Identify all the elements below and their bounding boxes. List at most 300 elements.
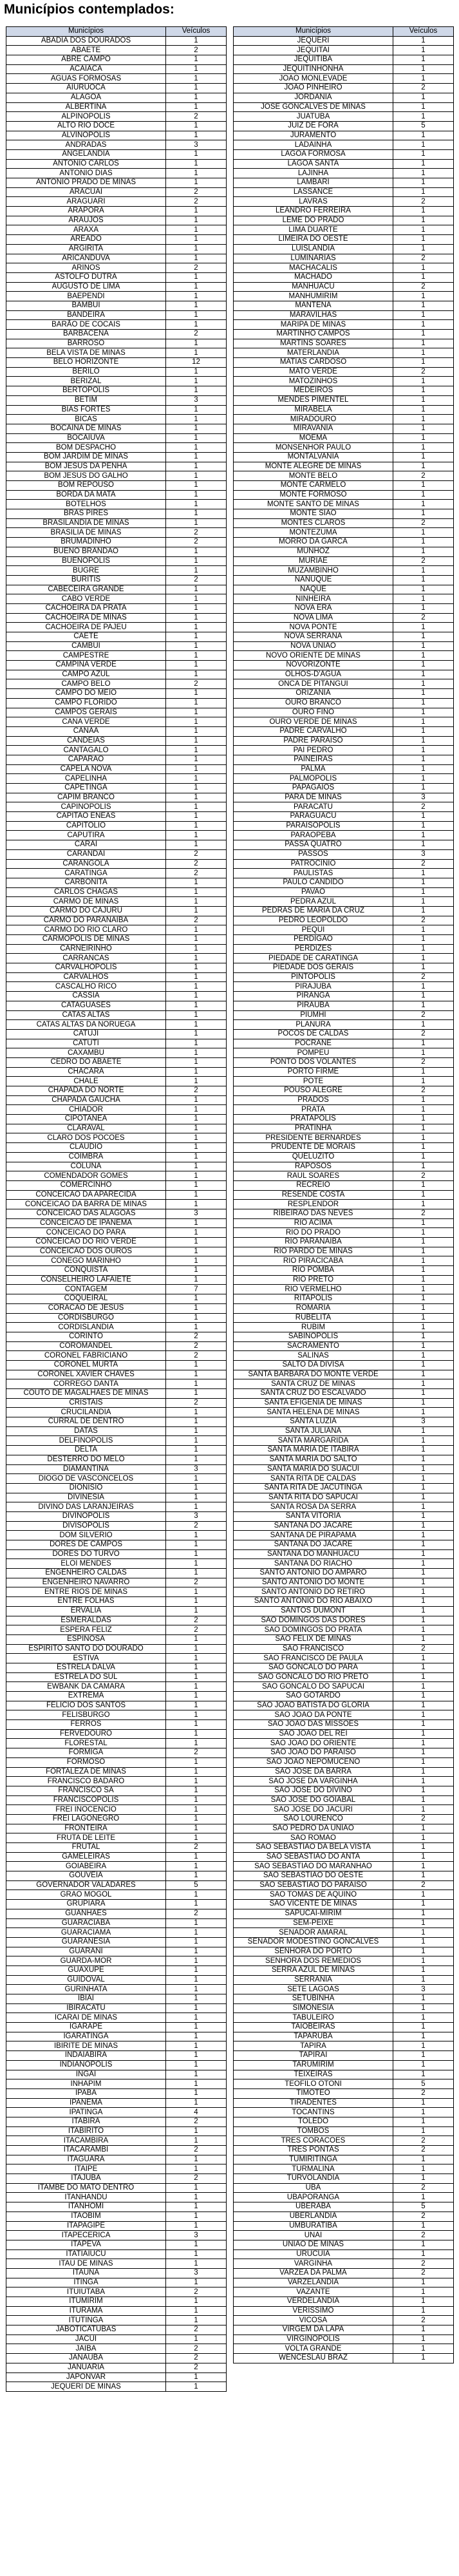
municipio-name: TOMBOS — [234, 2126, 393, 2136]
vehicle-count: 1 — [393, 46, 454, 55]
vehicle-count: 1 — [166, 632, 227, 642]
municipio-name: BETIM — [6, 395, 166, 405]
table-row — [234, 1928, 454, 1938]
table-row — [6, 55, 227, 65]
vehicle-count: 2 — [166, 575, 227, 585]
vehicle-count: 1 — [393, 102, 454, 112]
vehicle-count: 1 — [166, 1057, 227, 1067]
vehicle-count: 1 — [166, 216, 227, 225]
municipio-name: FRANCISCO BADARO — [6, 1777, 166, 1786]
table-row — [234, 1720, 454, 1730]
vehicle-count: 1 — [393, 2287, 454, 2297]
table-row — [234, 641, 454, 651]
vehicle-count: 1 — [393, 1843, 454, 1853]
table-row — [234, 93, 454, 102]
municipio-name: RIBEIRAO DAS NEVES — [234, 1209, 393, 1218]
vehicle-count: 1 — [393, 1285, 454, 1294]
municipio-name: FORTALEZA DE MINAS — [6, 1767, 166, 1777]
municipio-name: BERTOPOLIS — [6, 386, 166, 396]
municipio-name: ENTRE FOLHAS — [6, 1597, 166, 1607]
table-row — [234, 2013, 454, 2023]
vehicle-count: 1 — [166, 840, 227, 850]
municipio-name: DORES DO TURVO — [6, 1549, 166, 1559]
vehicle-count: 1 — [393, 1654, 454, 1663]
vehicle-count: 1 — [393, 812, 454, 822]
municipio-name: RUBIM — [234, 1323, 393, 1332]
table-row — [234, 1294, 454, 1304]
table-row — [234, 509, 454, 519]
vehicle-count: 1 — [166, 1474, 227, 1484]
table-row — [6, 405, 227, 415]
table-row — [6, 2240, 227, 2249]
vehicle-count: 1 — [166, 1549, 227, 1559]
vehicle-count: 1 — [393, 339, 454, 348]
municipio-name: SAPUCAI-MIRIM — [234, 1909, 393, 1918]
table-row — [234, 301, 454, 310]
municipio-name: RIO DO PRADO — [234, 1228, 393, 1238]
table-row — [6, 812, 227, 822]
municipio-name: ANDRADAS — [6, 140, 166, 150]
municipio-name: ARAXA — [6, 225, 166, 235]
table-row — [6, 1531, 227, 1540]
vehicle-count: 2 — [393, 859, 454, 869]
table-row — [6, 1029, 227, 1039]
table-row — [234, 1275, 454, 1285]
municipio-name: BOM JARDIM DE MINAS — [6, 452, 166, 462]
municipio-name: OURO VERDE DE MINAS — [234, 717, 393, 727]
municipio-name: GUIDOVAL — [6, 1975, 166, 1985]
municipio-name: MIRADOURO — [234, 415, 393, 424]
municipio-name: MIRABELA — [234, 405, 393, 415]
table-row — [234, 954, 454, 963]
vehicle-count: 1 — [393, 1795, 454, 1805]
vehicle-count: 1 — [166, 708, 227, 717]
municipio-name: CURRAL DE DENTRO — [6, 1417, 166, 1427]
municipio-name: BOTELHOS — [6, 500, 166, 509]
municipio-name: SAO JOSE DO JACURI — [234, 1805, 393, 1815]
table-row — [6, 500, 227, 509]
municipio-name: CAMPO BELO — [6, 679, 166, 689]
table-row — [6, 2354, 227, 2363]
vehicle-count: 1 — [393, 2098, 454, 2108]
municipio-name: ENGENHEIRO NAVARRO — [6, 1578, 166, 1587]
table-row — [234, 925, 454, 935]
municipio-name: BAMBUI — [6, 301, 166, 310]
municipio-name: SANTO ANTONIO DO AMPARO — [234, 1569, 393, 1578]
table-row — [6, 2278, 227, 2287]
table-row — [234, 330, 454, 339]
vehicle-count: 1 — [393, 1095, 454, 1105]
municipio-name: SANTA CRUZ DE MINAS — [234, 1379, 393, 1389]
table-row — [6, 348, 227, 358]
municipio-name: FRANCISCO SA — [6, 1786, 166, 1795]
vehicle-count: 1 — [393, 1162, 454, 1171]
municipio-name: RITAPOLIS — [234, 1294, 393, 1304]
municipio-name: CONCEICAO DOS OUROS — [6, 1247, 166, 1256]
table-row — [234, 395, 454, 405]
table-row — [234, 1559, 454, 1569]
vehicle-count: 1 — [166, 272, 227, 282]
table-row — [234, 1947, 454, 1956]
table-row — [234, 1956, 454, 1966]
vehicle-count: 1 — [393, 301, 454, 310]
table-row — [6, 1777, 227, 1786]
municipio-name: MANHUMIRIM — [234, 292, 393, 301]
table-row — [234, 207, 454, 216]
table-row — [6, 2316, 227, 2325]
vehicle-count: 1 — [166, 1739, 227, 1748]
table-row — [6, 490, 227, 500]
table-row — [6, 698, 227, 708]
municipio-name: ARAUJOS — [6, 216, 166, 225]
vehicle-count: 1 — [166, 1266, 227, 1276]
vehicle-count: 1 — [166, 963, 227, 973]
table-row — [234, 2268, 454, 2278]
vehicle-count: 1 — [393, 1200, 454, 1209]
municipio-name: SAO GOTARDO — [234, 1692, 393, 1701]
municipio-name: TAPIRAI — [234, 2051, 393, 2061]
table-row — [6, 1569, 227, 1578]
vehicle-count: 1 — [393, 1606, 454, 1616]
municipio-name: TIRADENTES — [234, 2098, 393, 2108]
table-row — [234, 1446, 454, 1455]
table-row — [6, 1493, 227, 1502]
table-row — [6, 1303, 227, 1313]
municipio-name: PADRE CARVALHO — [234, 726, 393, 736]
municipio-name: ACAIACA — [6, 64, 166, 74]
table-row — [234, 36, 454, 46]
table-row — [234, 1909, 454, 1918]
municipio-name: CLARAVAL — [6, 1124, 166, 1133]
table-row — [6, 46, 227, 55]
vehicle-count: 1 — [166, 764, 227, 774]
municipio-name: BUENO BRANDAO — [6, 547, 166, 556]
table-row — [234, 1303, 454, 1313]
table-row — [234, 1474, 454, 1484]
vehicle-count: 3 — [166, 1511, 227, 1521]
table-row — [234, 443, 454, 453]
table-row — [234, 1209, 454, 1218]
municipio-name: TARUMIRIM — [234, 2060, 393, 2070]
municipio-name: ESTRELA DALVA — [6, 1663, 166, 1672]
vehicle-count: 1 — [166, 661, 227, 670]
table-row — [6, 897, 227, 907]
table-row — [234, 263, 454, 273]
table-row — [6, 670, 227, 679]
municipio-name: WENCESLAU BRAZ — [234, 2354, 393, 2363]
municipio-name: MUZAMBINHO — [234, 566, 393, 576]
table-row — [234, 1171, 454, 1181]
vehicle-count: 2 — [393, 254, 454, 263]
vehicle-count: 1 — [166, 1426, 227, 1436]
vehicle-count: 2 — [166, 1398, 227, 1408]
table-row — [6, 859, 227, 869]
table-row — [6, 878, 227, 887]
municipio-name: ANTONIO CARLOS — [6, 159, 166, 169]
table-row — [6, 1455, 227, 1464]
table-row — [6, 2108, 227, 2117]
vehicle-count: 2 — [393, 1171, 454, 1181]
table-row — [6, 93, 227, 102]
table-row — [6, 367, 227, 377]
vehicle-count: 1 — [166, 1228, 227, 1238]
vehicle-count: 1 — [393, 1531, 454, 1540]
table-row — [234, 1341, 454, 1351]
municipio-name: SANTA BARBARA DO MONTE VERDE — [234, 1370, 393, 1379]
table-row — [6, 1644, 227, 1654]
municipio-name: IBIAI — [6, 1994, 166, 2004]
vehicle-count: 1 — [166, 2032, 227, 2041]
municipio-name: FORMOSO — [6, 1757, 166, 1767]
vehicle-count: 1 — [166, 1720, 227, 1730]
municipio-name: CORACAO DE JESUS — [6, 1303, 166, 1313]
municipio-name: IBIRITE DE MINAS — [6, 2041, 166, 2051]
vehicle-count: 1 — [393, 698, 454, 708]
municipio-name: PERDIGAO — [234, 935, 393, 945]
table-row — [234, 689, 454, 699]
vehicle-count: 1 — [393, 1994, 454, 2004]
table-row — [6, 1389, 227, 1399]
municipio-name: CARATINGA — [6, 869, 166, 878]
vehicle-count: 1 — [166, 1360, 227, 1370]
vehicle-count: 1 — [166, 1644, 227, 1654]
vehicle-count: 1 — [393, 1502, 454, 1512]
vehicle-count: 1 — [166, 1569, 227, 1578]
table-row — [234, 1493, 454, 1502]
table-row — [234, 377, 454, 386]
municipio-name: CONTAGEM — [6, 1285, 166, 1294]
vehicle-count: 5 — [393, 2079, 454, 2089]
vehicle-count: 1 — [166, 1663, 227, 1672]
vehicle-count: 1 — [393, 2013, 454, 2023]
table-row — [234, 1048, 454, 1058]
vehicle-count: 1 — [393, 708, 454, 717]
vehicle-count: 1 — [393, 1351, 454, 1361]
vehicle-count: 2 — [166, 2354, 227, 2363]
table-row — [234, 1029, 454, 1039]
vehicle-count: 1 — [166, 1455, 227, 1464]
municipio-name: ITAPECERICA — [6, 2231, 166, 2240]
municipio-name: CARVALHOPOLIS — [6, 963, 166, 973]
vehicle-count: 1 — [166, 1077, 227, 1086]
municipio-name: FRANCISCOPOLIS — [6, 1795, 166, 1805]
table-row — [6, 225, 227, 235]
vehicle-count: 1 — [166, 1162, 227, 1171]
table-row — [234, 292, 454, 301]
vehicle-count: 1 — [393, 632, 454, 642]
vehicle-count: 1 — [393, 575, 454, 585]
table-row — [6, 395, 227, 405]
table-row — [6, 481, 227, 491]
table-row — [6, 538, 227, 547]
municipio-name: DATAS — [6, 1426, 166, 1436]
table-row — [234, 1057, 454, 1067]
vehicle-count: 2 — [166, 2325, 227, 2335]
vehicle-count: 1 — [393, 1493, 454, 1502]
municipio-name: JEQUITAI — [234, 46, 393, 55]
municipio-name: BRASILANDIA DE MINAS — [6, 518, 166, 528]
vehicle-count: 1 — [393, 641, 454, 651]
municipio-name: DIOGO DE VASCONCELOS — [6, 1474, 166, 1484]
municipio-name: CONCEICAO DE IPANEMA — [6, 1218, 166, 1228]
municipio-name: CABECEIRA GRANDE — [6, 585, 166, 594]
table-row — [234, 2155, 454, 2164]
table-row — [6, 1559, 227, 1569]
municipio-name: SAO GONCALO DO SAPUCAI — [234, 1682, 393, 1692]
municipio-name: CANA VERDE — [6, 717, 166, 727]
table-row — [234, 1483, 454, 1493]
table-row — [6, 925, 227, 935]
vehicle-count: 2 — [166, 1909, 227, 1918]
vehicle-count: 1 — [393, 1663, 454, 1672]
table-row — [6, 1010, 227, 1020]
table-row — [6, 1710, 227, 1720]
vehicle-count: 1 — [166, 1965, 227, 1975]
table-row — [234, 1767, 454, 1777]
vehicle-count: 1 — [166, 1067, 227, 1077]
vehicle-count: 1 — [166, 2278, 227, 2287]
table-row — [234, 244, 454, 254]
vehicle-count: 2 — [393, 2231, 454, 2240]
vehicle-count: 1 — [393, 415, 454, 424]
vehicle-count: 1 — [393, 746, 454, 755]
municipio-name: IGARAPE — [6, 2023, 166, 2032]
vehicle-count: 1 — [166, 1900, 227, 1909]
table-row — [234, 1663, 454, 1672]
municipio-name: CANAA — [6, 726, 166, 736]
municipio-name: CAMBUI — [6, 641, 166, 651]
table-row — [6, 1701, 227, 1710]
municipio-name: MARIPA DE MINAS — [234, 320, 393, 330]
municipio-name: ENGENHEIRO CALDAS — [6, 1569, 166, 1578]
municipio-name: DOM SILVERIO — [6, 1531, 166, 1540]
vehicle-count: 1 — [393, 726, 454, 736]
municipio-name: ESMERALDAS — [6, 1616, 166, 1625]
municipio-name: PIEDADE DOS GERAIS — [234, 963, 393, 973]
table-row — [234, 159, 454, 169]
vehicle-count: 1 — [166, 2136, 227, 2146]
vehicle-count: 2 — [393, 2183, 454, 2193]
vehicle-count: 1 — [393, 1937, 454, 1947]
vehicle-count: 2 — [393, 2259, 454, 2269]
vehicle-count: 1 — [166, 1701, 227, 1710]
municipio-name: CATAS ALTAS DA NORUEGA — [6, 1020, 166, 1030]
municipio-name: ONCA DE PITANGUI — [234, 679, 393, 689]
municipio-name: CACHOEIRA DA PRATA — [6, 603, 166, 613]
table-row — [6, 452, 227, 462]
municipio-name: BORDA DA MATA — [6, 490, 166, 500]
municipio-name: COUTO DE MAGALHAES DE MINAS — [6, 1389, 166, 1399]
vehicle-count: 1 — [166, 131, 227, 140]
table-row — [234, 906, 454, 916]
table-row — [6, 566, 227, 576]
table-row — [234, 46, 454, 55]
municipio-name: VIRGEM DA LAPA — [234, 2325, 393, 2335]
municipio-name: ESPERA FELIZ — [6, 1625, 166, 1635]
municipio-name: NOVORIZONTE — [234, 661, 393, 670]
table-row — [234, 102, 454, 112]
municipio-name: ARICANDUVA — [6, 254, 166, 263]
municipio-name: DIONISIO — [6, 1483, 166, 1493]
table-row — [6, 330, 227, 339]
vehicle-count: 1 — [166, 972, 227, 982]
table-row — [6, 887, 227, 897]
vehicle-count: 1 — [166, 935, 227, 945]
municipio-name: ITAOBIM — [6, 2211, 166, 2221]
vehicle-count: 1 — [393, 2023, 454, 2032]
vehicle-count: 1 — [166, 1303, 227, 1313]
municipio-name: SERRANIA — [234, 1975, 393, 1985]
municipio-name: TEOFILO OTONI — [234, 2079, 393, 2089]
table-row — [234, 1843, 454, 1853]
table-row — [6, 2372, 227, 2382]
municipio-name: DIAMANTINA — [6, 1464, 166, 1474]
municipio-name: ITUTINGA — [6, 2316, 166, 2325]
municipio-name: AREADO — [6, 235, 166, 245]
vehicle-count: 3 — [393, 793, 454, 802]
municipio-name: SAO JOSE DO GOIABAL — [234, 1795, 393, 1805]
table-row — [6, 149, 227, 159]
vehicle-count: 1 — [393, 2221, 454, 2231]
municipio-name: SENHORA DO PORTO — [234, 1947, 393, 1956]
vehicle-count: 1 — [393, 1218, 454, 1228]
vehicle-count: 1 — [166, 292, 227, 301]
municipio-name: PADRE PARAISO — [234, 736, 393, 746]
municipio-name: JOAO MONLEVADE — [234, 74, 393, 84]
table-row — [234, 1351, 454, 1361]
table-row — [234, 452, 454, 462]
table-row — [234, 55, 454, 65]
vehicle-count: 1 — [166, 603, 227, 613]
municipio-name: CARAI — [6, 840, 166, 850]
vehicle-count: 2 — [166, 2146, 227, 2155]
vehicle-count: 1 — [393, 1777, 454, 1786]
municipio-name: PIRANGA — [234, 992, 393, 1001]
municipio-name: NOVA ERA — [234, 603, 393, 613]
municipio-name: PRUDENTE DE MORAIS — [234, 1143, 393, 1153]
municipio-name: BARROSO — [6, 339, 166, 348]
vehicle-count: 1 — [393, 1341, 454, 1351]
table-row — [6, 1464, 227, 1474]
table-row — [6, 1843, 227, 1853]
table-row — [6, 1238, 227, 1247]
municipio-name: SACRAMENTO — [234, 1341, 393, 1351]
table-row — [6, 1001, 227, 1010]
vehicle-count: 1 — [166, 925, 227, 935]
municipio-name: CAPELA NOVA — [6, 764, 166, 774]
table-row — [234, 367, 454, 377]
table-row — [234, 2060, 454, 2070]
vehicle-count: 1 — [393, 74, 454, 84]
municipio-name: ELOI MENDES — [6, 1559, 166, 1569]
municipio-name: PAULISTAS — [234, 869, 393, 878]
municipio-name: BELA VISTA DE MINAS — [6, 348, 166, 358]
vehicle-count: 1 — [393, 1549, 454, 1559]
table-row — [234, 1124, 454, 1133]
vehicle-count: 1 — [393, 1672, 454, 1682]
municipalities-table-left — [6, 26, 227, 2392]
municipio-name: SANTO ANTONIO DO RETIRO — [234, 1587, 393, 1597]
municipio-name: OLHOS-D'AGUA — [234, 670, 393, 679]
municipio-name: MONTE SIAO — [234, 509, 393, 519]
table-row — [6, 1077, 227, 1086]
municipio-name: TRES PONTAS — [234, 2146, 393, 2155]
table-row — [234, 481, 454, 491]
vehicle-count: 1 — [166, 1115, 227, 1124]
municipio-name: BOM DESPACHO — [6, 443, 166, 453]
table-row — [6, 1067, 227, 1077]
table-row — [6, 802, 227, 812]
